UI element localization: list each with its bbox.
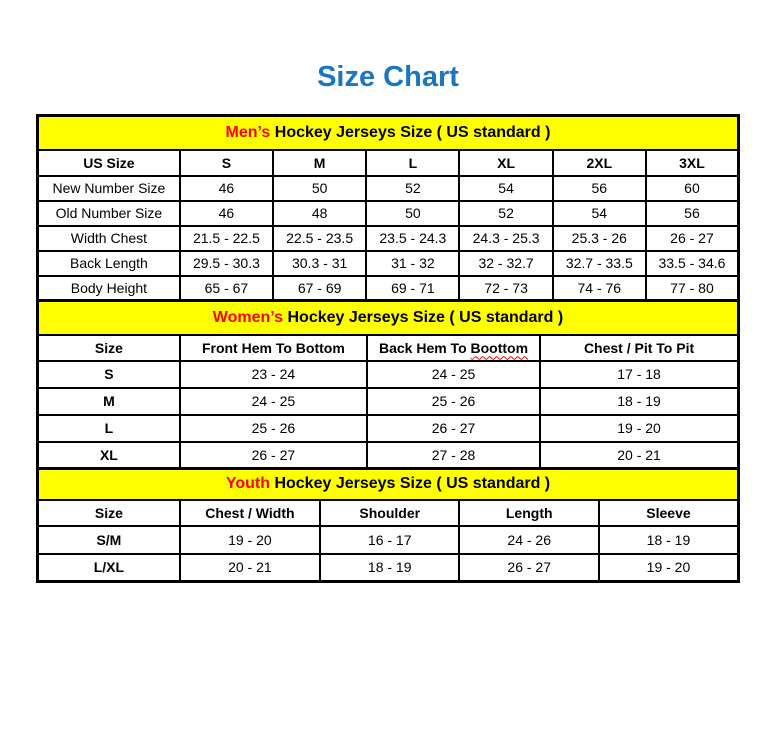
table-row bbox=[38, 251, 739, 276]
value-cell: 19 - 20 bbox=[599, 554, 739, 582]
column-header: Chest / Pit To Pit bbox=[540, 335, 738, 361]
value-cell: 16 - 17 bbox=[320, 526, 459, 554]
value-cell: 32 - 32.7 bbox=[459, 251, 552, 276]
value-cell: 74 - 76 bbox=[553, 276, 646, 301]
youth-size-table bbox=[36, 467, 740, 583]
column-header: Front Hem To Bottom bbox=[180, 335, 367, 361]
value-cell: 24 - 25 bbox=[180, 388, 367, 415]
column-header bbox=[367, 335, 540, 361]
value-cell: 20 - 21 bbox=[540, 442, 738, 469]
misspelled-word-squiggle: Boottom bbox=[470, 339, 529, 356]
value-cell: 26 - 27 bbox=[646, 226, 739, 251]
womens-section-banner bbox=[38, 301, 739, 335]
column-header: Length bbox=[459, 500, 598, 526]
table-row bbox=[38, 415, 739, 442]
table-row bbox=[38, 554, 739, 582]
value-cell: 19 - 20 bbox=[540, 415, 738, 442]
row-label-cell: New Number Size bbox=[38, 176, 180, 201]
value-cell: 25 - 26 bbox=[180, 415, 367, 442]
value-cell: 25 - 26 bbox=[367, 388, 540, 415]
value-cell: 30.3 - 31 bbox=[273, 251, 366, 276]
value-cell: 26 - 27 bbox=[459, 554, 598, 582]
value-cell: 19 - 20 bbox=[180, 526, 320, 554]
column-header: Chest / Width bbox=[180, 500, 320, 526]
youth-section-banner bbox=[38, 469, 739, 500]
row-label-cell: L bbox=[38, 415, 180, 442]
value-cell: 54 bbox=[459, 176, 552, 201]
column-header: Size bbox=[38, 335, 180, 361]
value-cell: 48 bbox=[273, 201, 366, 226]
page-title: Size Chart bbox=[317, 61, 459, 93]
value-cell: 52 bbox=[459, 201, 552, 226]
banner-highlight: Women’s bbox=[212, 308, 284, 326]
table-row bbox=[38, 176, 739, 201]
value-cell: 60 bbox=[646, 176, 739, 201]
value-cell: 50 bbox=[273, 176, 366, 201]
section-banner-row bbox=[38, 116, 739, 150]
value-cell: 29.5 - 30.3 bbox=[180, 251, 273, 276]
section-banner-row bbox=[38, 301, 739, 335]
value-cell: 27 - 28 bbox=[367, 442, 540, 469]
table-row bbox=[38, 526, 739, 554]
value-cell: 77 - 80 bbox=[646, 276, 739, 301]
table-row bbox=[38, 226, 739, 251]
column-header: Shoulder bbox=[320, 500, 459, 526]
row-label-cell: Body Height bbox=[38, 276, 180, 301]
value-cell: 32.7 - 33.5 bbox=[553, 251, 646, 276]
banner-highlight: Men’s bbox=[225, 123, 271, 141]
table-row bbox=[38, 276, 739, 301]
value-cell: 23 - 24 bbox=[180, 361, 367, 388]
mens-section-banner bbox=[38, 116, 739, 150]
value-cell: 20 - 21 bbox=[180, 554, 320, 582]
row-label-cell: Old Number Size bbox=[38, 201, 180, 226]
womens-size-table bbox=[36, 299, 740, 470]
banner-text: Hockey Jerseys Size ( US standard ) bbox=[274, 123, 551, 141]
value-cell: 18 - 19 bbox=[540, 388, 738, 415]
value-cell: 23.5 - 24.3 bbox=[366, 226, 459, 251]
section-banner-row bbox=[38, 469, 739, 500]
column-header: XL bbox=[459, 150, 552, 176]
size-chart-container bbox=[36, 114, 740, 583]
value-cell: 56 bbox=[646, 201, 739, 226]
value-cell: 46 bbox=[180, 176, 273, 201]
table-row bbox=[38, 361, 739, 388]
value-cell: 65 - 67 bbox=[180, 276, 273, 301]
row-label-cell: XL bbox=[38, 442, 180, 469]
value-cell: 25.3 - 26 bbox=[553, 226, 646, 251]
column-header: S bbox=[180, 150, 273, 176]
row-label-cell: L/XL bbox=[38, 554, 180, 582]
row-label-cell: S/M bbox=[38, 526, 180, 554]
value-cell: 17 - 18 bbox=[540, 361, 738, 388]
value-cell: 67 - 69 bbox=[273, 276, 366, 301]
column-header: 3XL bbox=[646, 150, 739, 176]
column-header: Size bbox=[38, 500, 180, 526]
value-cell: 24.3 - 25.3 bbox=[459, 226, 552, 251]
value-cell: 46 bbox=[180, 201, 273, 226]
value-cell: 22.5 - 23.5 bbox=[273, 226, 366, 251]
value-cell: 26 - 27 bbox=[367, 415, 540, 442]
value-cell: 21.5 - 22.5 bbox=[180, 226, 273, 251]
value-cell: 24 - 26 bbox=[459, 526, 598, 554]
row-label-cell: S bbox=[38, 361, 180, 388]
mens-size-table bbox=[36, 114, 740, 302]
column-header: L bbox=[366, 150, 459, 176]
value-cell: 69 - 71 bbox=[366, 276, 459, 301]
value-cell: 72 - 73 bbox=[459, 276, 552, 301]
value-cell: 56 bbox=[553, 176, 646, 201]
banner-highlight: Youth bbox=[225, 475, 270, 493]
value-cell: 26 - 27 bbox=[180, 442, 367, 469]
table-row bbox=[38, 201, 739, 226]
column-header-row bbox=[38, 150, 739, 176]
column-header-row bbox=[38, 335, 739, 361]
column-header: 2XL bbox=[553, 150, 646, 176]
row-label-cell: Width Chest bbox=[38, 226, 180, 251]
value-cell: 24 - 25 bbox=[367, 361, 540, 388]
row-label-cell: M bbox=[38, 388, 180, 415]
value-cell: 18 - 19 bbox=[320, 554, 459, 582]
banner-text: Hockey Jerseys Size ( US standard ) bbox=[274, 475, 551, 493]
column-header-text: Back Hem To bbox=[378, 339, 471, 356]
column-header: Sleeve bbox=[599, 500, 739, 526]
row-label-cell: Back Length bbox=[38, 251, 180, 276]
table-row bbox=[38, 388, 739, 415]
value-cell: 52 bbox=[366, 176, 459, 201]
column-header-row bbox=[38, 500, 739, 526]
value-cell: 50 bbox=[366, 201, 459, 226]
column-header: M bbox=[273, 150, 366, 176]
value-cell: 54 bbox=[553, 201, 646, 226]
value-cell: 33.5 - 34.6 bbox=[646, 251, 739, 276]
banner-text: Hockey Jerseys Size ( US standard ) bbox=[287, 308, 564, 326]
value-cell: 18 - 19 bbox=[599, 526, 739, 554]
value-cell: 31 - 32 bbox=[366, 251, 459, 276]
column-header: US Size bbox=[38, 150, 180, 176]
table-row bbox=[38, 442, 739, 469]
